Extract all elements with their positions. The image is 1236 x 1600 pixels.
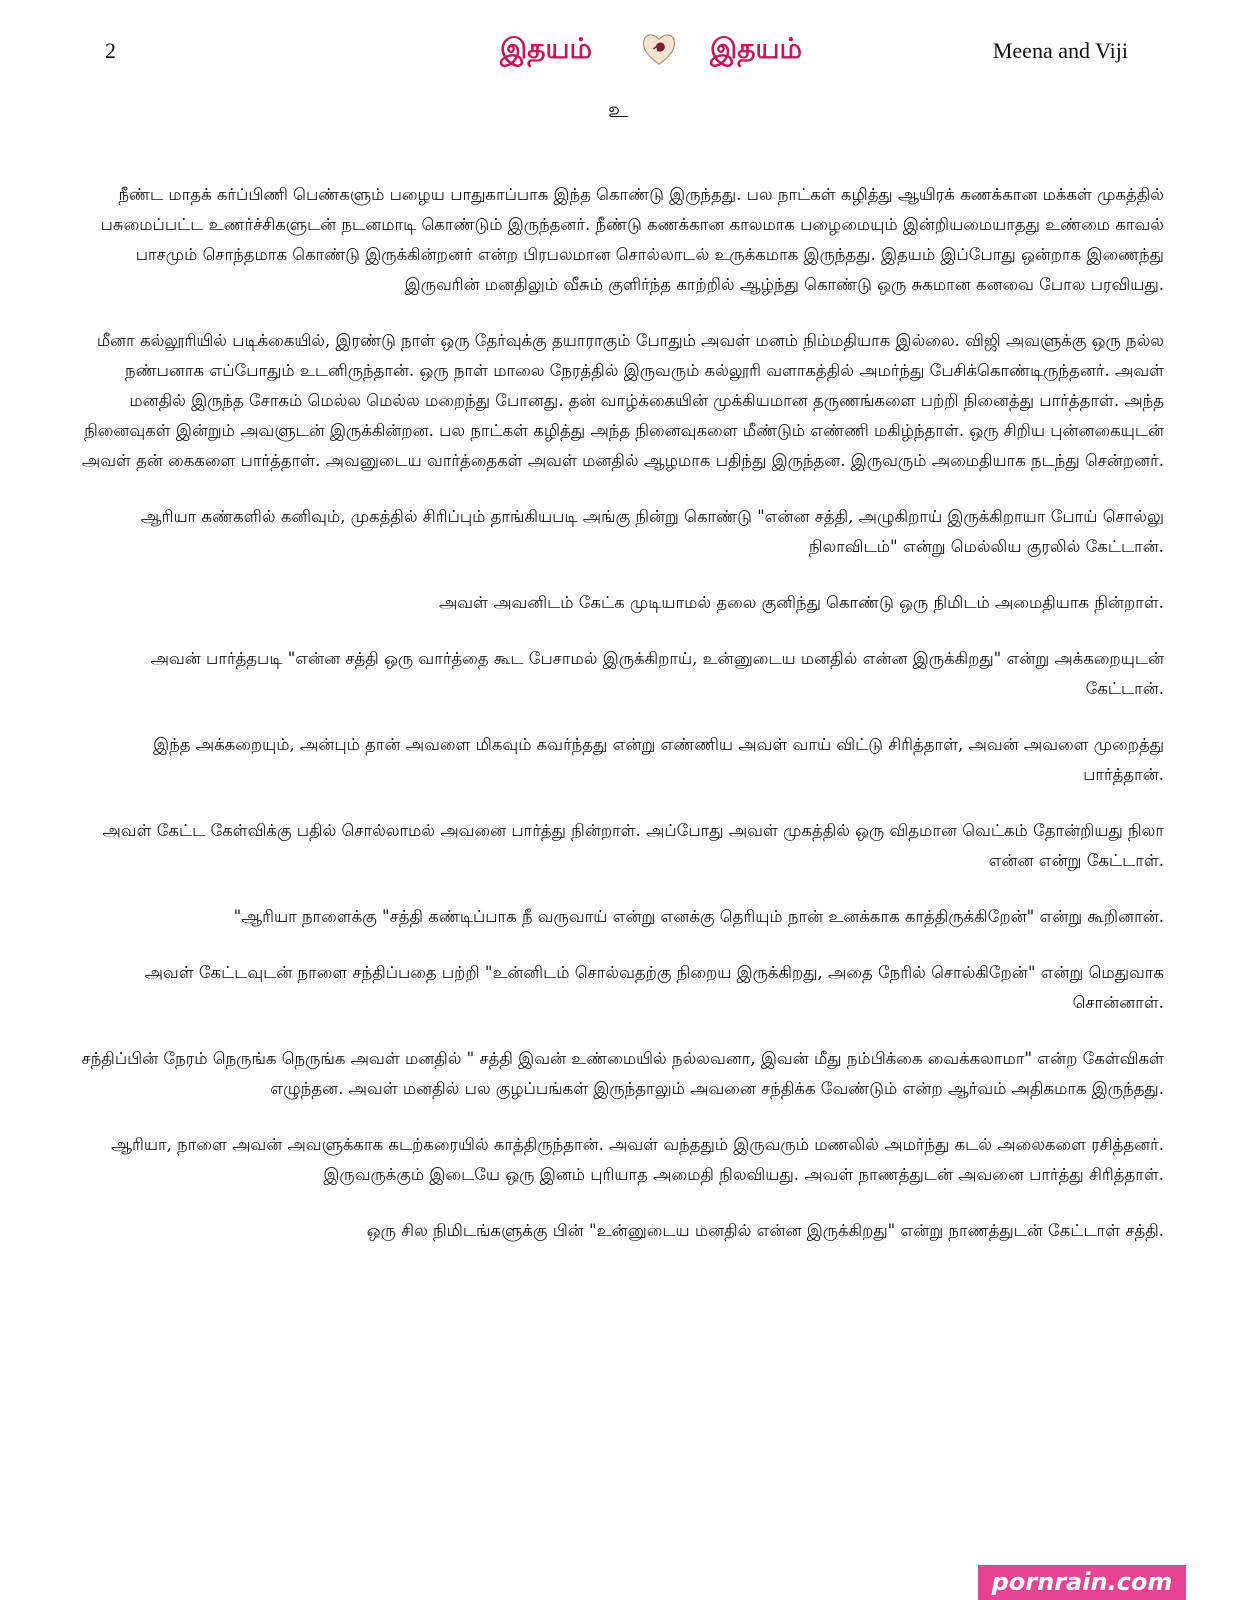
watermark-badge: pornrain.com [978,1565,1186,1600]
paragraph: ஒரு சில நிமிடங்களுக்கு பின் "உன்னுடைய மனதில் என்ன இருக்கிறது" என்று நாணத்துடன் கேட்டாள் சத்தி. [366,1221,1164,1240]
paragraph: ஆரியா, நாளை அவன் அவளுக்காக கடற்கரையில் காத்திருந்தான். அவள் வந்ததும் இருவரும் மணலில் அமர்ந்து கடல் அலைகளை ரசித்தனர். இருவருக்கும் இடையே ஒரு இனம் புரியாத அமைதி நிலவியது. அவள் நாணத்துடன் அவனை பார்த்து சிரித்தாள். [111,1135,1164,1184]
title-text-left: இதயம் [500,32,593,65]
paragraph: அவள் கேட்டவுடன் நாளை சந்திப்பதை பற்றி "உன்னிடம் சொல்வதற்கு நிறைய இருக்கிறது, அதை நேரில் சொல்கிறேன்" என்று மெதுவாக சொன்னாள். [144,963,1164,1012]
title-text-right: இதயம் [710,32,803,65]
paragraph: அவள் கேட்ட கேள்விக்கு பதில் சொல்லாமல் அவனை பார்த்து நின்றாள். அப்போது அவள் முகத்தில் ஒரு விதமான வெட்கம் தோன்றியது நிலா என்ன என்று கேட்டாள். [102,821,1164,870]
paragraph: அவள் அவனிடம் கேட்க முடியாமல் தலை குனிந்து கொண்டு ஒரு நிமிடம் அமைதியாக நின்றாள். [438,593,1164,612]
author-name: Meena and Viji [992,38,1128,63]
heart-ornament-icon [640,30,678,68]
page-header [0,30,1236,80]
paragraph: இந்த அக்கறையும், அன்பும் தான் அவளை மிகவும் கவர்ந்தது என்று எண்ணிய அவள் வாய் விட்டு சிரித்தாள், அவன் அவளை முறைத்து பார்த்தான். [153,735,1164,784]
paragraph: அவன் பார்த்தபடி "என்ன சத்தி ஒரு வார்த்தை கூட பேசாமல் இருக்கிறாய், உன்னுடைய மனதில் என்ன இருக்கிறது" என்று அக்கறையுடன் கேட்டான். [150,649,1164,698]
paragraph: ஆரியா கண்களில் கனிவும், முகத்தில் சிரிப்பும் தாங்கியபடி அங்கு நின்று கொண்டு "என்ன சத்தி, அழுகிறாய் இருக்கிறாயா போய் சொல்லு நிலாவிடம்" என்று மெல்லிய குரலில் கேட்டான். [140,507,1164,556]
story-body [78,180,1164,1272]
paragraph: நீண்ட மாதக் கர்ப்பிணி பெண்களும் பழைய பாதுகாப்பாக இந்த கொண்டு இருந்தது. பல நாட்கள் கழித்து ஆயிரக் கணக்கான மக்கள் முகத்தில் பசுமைப்பட்ட உணர்ச்சிகளுடன் நடனமாடி கொண்டும் இருந்தனர். நீண்டு கணக்கான காலமாக பழைமையும் இன்றியமையாதது உண்மை காவல் பாசமும் சொந்தமாக கொண்டு இருக்கின்றனர் என்ற பிரபலமான சொல்லாடல் உருக்கமாக இருந்தது. இதயம் இப்போது ஒன்றாக இணைந்து இருவரின் மனதிலும் வீசும் குளிர்ந்த காற்றில் ஆழ்ந்து கொண்டு ஒரு சுகமான கனவை போல பரவியது. [100,185,1164,294]
paragraph: "ஆரியா நாளைக்கு "சத்தி கண்டிப்பாக நீ வருவாய் என்று எனக்கு தெரியும் நான் உனக்காக காத்திருக்கிறேன்" என்று கூறினான். [233,907,1164,926]
paragraph: மீனா கல்லூரியில் படிக்கையில், இரண்டு நாள் ஒரு தேர்வுக்கு தயாராகும் போதும் அவள் மனம் நிம்மதியாக இல்லை. விஜி அவளுக்கு ஒரு நல்ல நண்பனாக எப்போதும் உடனிருந்தான். ஒரு நாள் மாலை நேரத்தில் இருவரும் கல்லூரி வளாகத்தில் அமர்ந்து பேசிக்கொண்டிருந்தனர். அவள் மனதில் இருந்த சோகம் மெல்ல மெல்ல மறைந்து போனது. தன் வாழ்க்கையின் முக்கியமான தருணங்களை பற்றி நினைத்து பார்த்தாள். அந்த நினைவுகள் இன்றும் அவளுடன் இருக்கின்றன. பல நாட்கள் கழித்து அந்த நினைவுகளை மீண்டும் எண்ணி மகிழ்ந்தாள். ஒரு சிறிய புன்னகையுடன் அவள் தன் கைகளை பார்த்தாள். அவனுடைய வார்த்தைகள் அவள் மனதில் ஆழமாக பதிந்து இருந்தன. இருவரும் அமைதியாக நடந்து சென்றனர். [81,331,1164,470]
chapter-symbol: உ [608,98,628,123]
paragraph: சந்திப்பின் நேரம் நெருங்க நெருங்க அவள் மனதில் " சத்தி இவன் உண்மையில் நல்லவனா, இவன் மீது நம்பிக்கை வைக்கலாமா" என்ற கேள்விகள் எழுந்தன. அவள் மனதில் பல குழப்பங்கள் இருந்தாலும் அவனை சந்திக்க வேண்டும் என்ற ஆர்வம் அதிகமாக இருந்தது. [81,1049,1164,1098]
page-number: 2 [105,38,116,63]
